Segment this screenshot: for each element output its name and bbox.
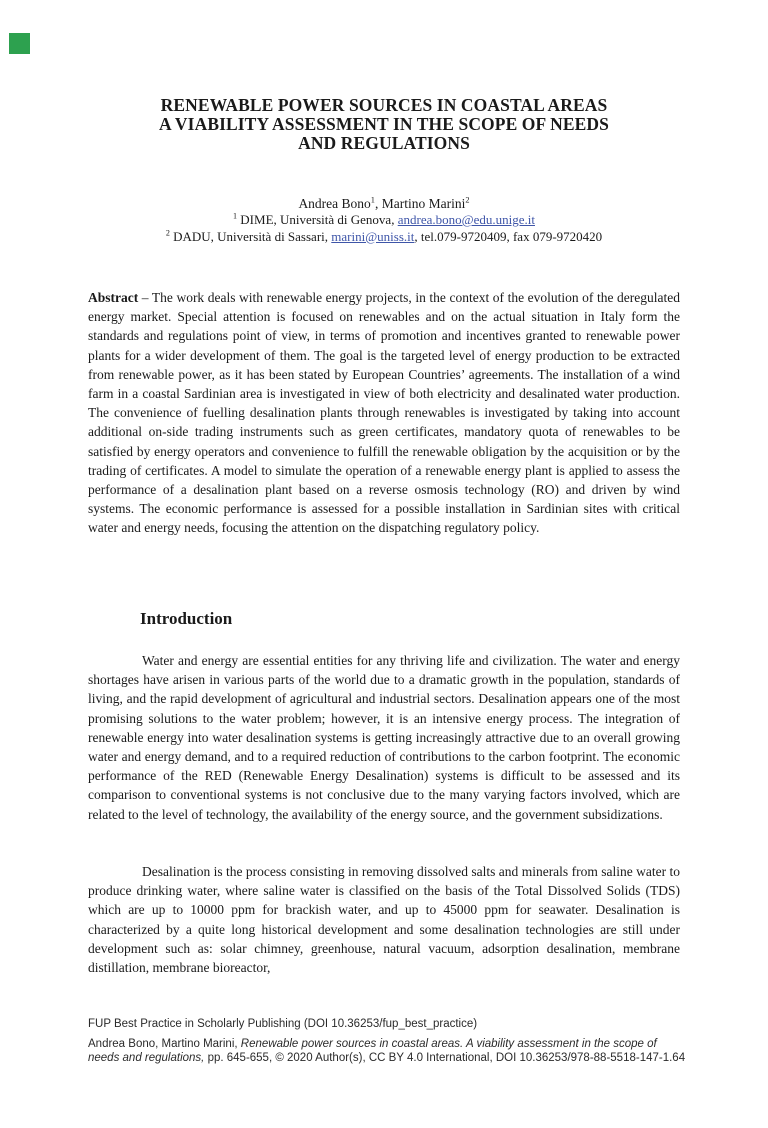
section-heading-introduction: Introduction xyxy=(140,609,233,628)
authors-separator: , xyxy=(374,196,382,211)
page-footer xyxy=(88,1017,688,1066)
affiliation-2 xyxy=(88,229,680,246)
author-1-superscript: 1 xyxy=(370,195,375,205)
introduction-paragraph-2: Desalination is the process consisting in removing dissolved salts and minerals from saline water to produce drinking water, where saline water is classified on the basis of the Total Dissolved Solids (TDS) which are up to 10000 ppm for brackish water, and up to 45000 ppm for seawater. Desalination is characterized by a quite long historical development and some desalination technologies are still under development such as: solar chimney, greenhouse, natural vacuum, adsorption desalination, membrane distillation, membrane bioreactor, xyxy=(88,864,680,976)
paper-title xyxy=(88,96,680,153)
affiliation-1 xyxy=(88,212,680,229)
paper-title-line1: RENEWABLE POWER SOURCES IN COASTAL AREAS xyxy=(160,95,608,115)
affiliation-2-email-link[interactable]: marini@uniss.it xyxy=(331,228,415,244)
footer-fup-best-practice: FUP Best Practice in Scholarly Publishing (DOI 10.36253/fup_best_practice) xyxy=(88,1018,478,1030)
author-affiliation-block xyxy=(88,195,680,245)
abstract-dash: – xyxy=(138,290,152,305)
authors-line xyxy=(88,195,680,212)
footer-citation-title: Renewable power sources in coastal areas. A viability assessment in the scope of needs and regulations, xyxy=(88,1037,657,1064)
publisher-corner-mark xyxy=(9,33,30,54)
affiliation-1-text: DIME, Università di Genova, xyxy=(237,212,398,227)
abstract-label: Abstract xyxy=(88,290,139,305)
author-2-name: Martino Marini xyxy=(381,196,466,211)
paper-title-line3: AND REGULATIONS xyxy=(298,133,470,153)
abstract-paragraph xyxy=(88,288,680,538)
abstract-text: The work deals with renewable energy projects, in the context of the evolution of the deregulated energy market. Special attention is focused on renewables and on the actual situation in Italy form the standards and regulations point of view, in terms of promotion and incentives granted to renewable power plants for a wider development of them. The goal is the targeted level of energy production to be extracted from renewable power, as it has been stated by European Countries’ agreements. The installation of a wind farm in a coastal Sardinian area is investigated in view of both electricity and desalinated water production. The convenience of fuelling desalination plants through renewables is investigated by taking into account additional on-side trading instruments such as green certificates, mandatory quota of renewables to be satisfied by energy operators and convenience to fulfill the renewable obligation by the acquisition or by the trading of certificates. A model to simulate the operation of a renewable energy plant is applied to assess the performance of a desalination plant based on a reverse osmosis technology (RO) and driven by wind systems. The economic performance is assessed for a possible installation in Sardinian sites with critical water and energy needs, focusing the attention on the dispatching regulatory policy. xyxy=(88,290,680,536)
paper-title-line2: A VIABILITY ASSESSMENT IN THE SCOPE OF NEEDS xyxy=(159,114,609,134)
introduction-paragraph-1: Water and energy are essential entities for any thriving life and civilization. The water and energy shortages have arisen in various parts of the world due to a dramatic growth in the population, standards of living, and the rapid development of agricultural and industrial sectors. Desalination appears one of the most promising solutions to the water problem; however, it is an intensive energy process. The integration of renewable energy into water desalination systems is getting increasingly attractive due to an overall growing water and energy demand, and to a required reduction of contributions to the carbon footprint. The economic performance of the RED (Renewable Energy Desalination) systems is difficult to be assessed and its comparison to conventional systems is not conclusive due to the many varying factors involved, which are related to the level of technology, the availability of the energy source, and the government subsidizations. xyxy=(88,653,680,822)
affiliation-2-text-after: , tel.079-9720409, fax 079-9720420 xyxy=(414,228,603,244)
affiliation-1-email-link[interactable]: andrea.bono@edu.unige.it xyxy=(397,212,535,227)
author-1-name: Andrea Bono xyxy=(298,196,371,211)
footer-citation-authors: Andrea Bono, Martino Marini, xyxy=(88,1037,241,1050)
footer-citation-rest: pp. 645-655, © 2020 Author(s), CC BY 4.0 International, DOI 10.36253/978-88-5518-147-1.64 xyxy=(204,1052,686,1064)
affiliation-2-text: DADU, Università di Sassari, xyxy=(169,228,332,244)
affiliation-2-superscript: 2 xyxy=(165,228,170,238)
author-2-superscript: 2 xyxy=(465,195,470,205)
footer-citation xyxy=(88,1037,688,1066)
affiliation-1-superscript: 1 xyxy=(233,211,238,221)
